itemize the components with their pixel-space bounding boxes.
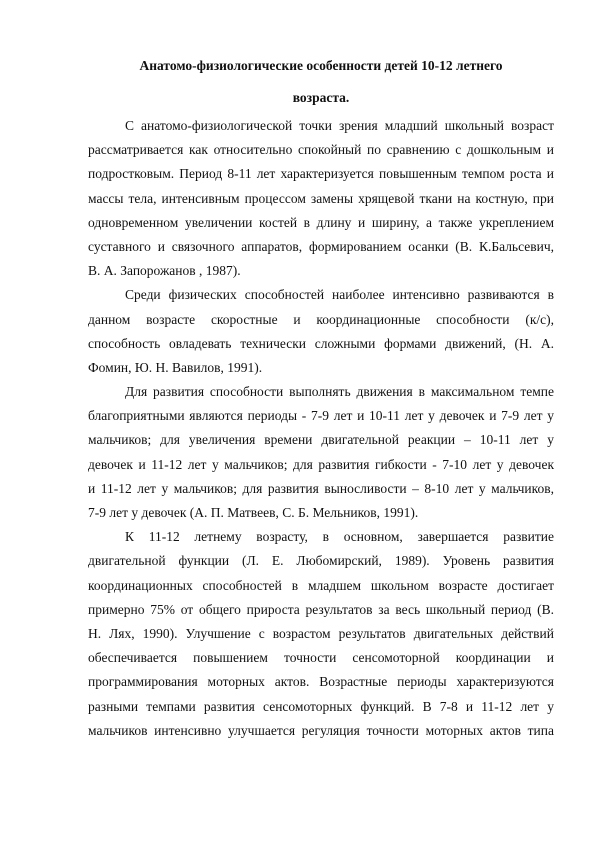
paragraph-line: Среди физических способностей наиболее интенсивно развиваются в bbox=[125, 287, 554, 303]
paragraph-line: обеспечивается повышением точности сенсомоторной координации и bbox=[88, 650, 554, 666]
paragraph-line: 7-9 лет у девочек (А. П. Матвеев, С. Б. Мельников, 1991). bbox=[88, 505, 419, 520]
document-title bbox=[88, 50, 554, 114]
paragraph-line: Н. Лях, 1990). Улучшение с возрастом результатов двигательных действий bbox=[88, 625, 554, 641]
paragraph-line: мальчиков интенсивно улучшается регуляция точности моторных актов типа bbox=[88, 722, 554, 738]
paragraph-line: девочек и 11-12 лет у мальчиков; для развития гибкости - 7-10 лет у девочек bbox=[88, 456, 554, 472]
paragraph-line: рассматривается как относительно спокойный по сравнению с дошкольным и bbox=[88, 142, 554, 158]
paragraph-line: массы тела, интенсивным процессом замены хрящевой ткани на костную, при bbox=[88, 190, 554, 206]
paragraph-line: мальчиков; для увеличения времени двигательной реакции – 10-11 лет у bbox=[88, 432, 554, 448]
paragraph-line: К 11-12 летнему возрасту, в основном, завершается развитие bbox=[125, 529, 554, 545]
paragraph-line: и 11-12 лет у мальчиков; для развития выносливости – 8-10 лет у мальчиков, bbox=[88, 480, 554, 496]
title-line: Анатомо-физиологические особенности детей 10-12 летнего bbox=[139, 58, 503, 73]
paragraph-line: одновременном увеличении костей в длину и ширину, а также укреплением bbox=[88, 214, 554, 230]
paragraph-line: разными темпами развития сенсомоторных функций. В 7-8 и 11-12 лет у bbox=[88, 698, 554, 714]
paragraph-line: суставного и связочного аппаратов, формированием осанки (В. К.Бальсевич, bbox=[88, 238, 554, 254]
paragraph-line: Фомин, Ю. Н. Вавилов, 1991). bbox=[88, 359, 263, 375]
document-body bbox=[88, 114, 554, 743]
paragraph-line: благоприятными являются периоды - 7-9 лет и 10-11 лет у девочек и 7-9 лет у bbox=[88, 408, 554, 424]
title-line: возраста. bbox=[292, 90, 350, 105]
paragraph-line: двигательной функции (Л. Е. Любомирский, 1989). Уровень развития bbox=[88, 553, 554, 569]
paragraph-line: программирования моторных актов. Возрастные периоды характеризуются bbox=[88, 674, 554, 690]
paragraph-line: подростковым. Период 8-11 лет характеризуется повышенным темпом роста и bbox=[88, 166, 554, 182]
paragraph-line: В. А. Запорожанов , 1987). bbox=[88, 263, 241, 279]
paragraph-line: данном возрасте скоростные и координационные способности (к/с), bbox=[88, 311, 554, 327]
paragraph-line: координационных способностей в младшем школьном возрасте достигает bbox=[88, 577, 554, 593]
paragraph-line: Для развития способности выполнять движения в максимальном темпе bbox=[125, 384, 554, 400]
paragraph-line: способность овладевать технически сложными формами движений, (Н. А. bbox=[88, 335, 554, 351]
paragraph-line: С анатомо-физиологической точки зрения младший школьный возраст bbox=[125, 118, 554, 133]
paragraph-line: примерно 75% от общего прироста результатов за весь школьный период (В. bbox=[88, 601, 554, 617]
